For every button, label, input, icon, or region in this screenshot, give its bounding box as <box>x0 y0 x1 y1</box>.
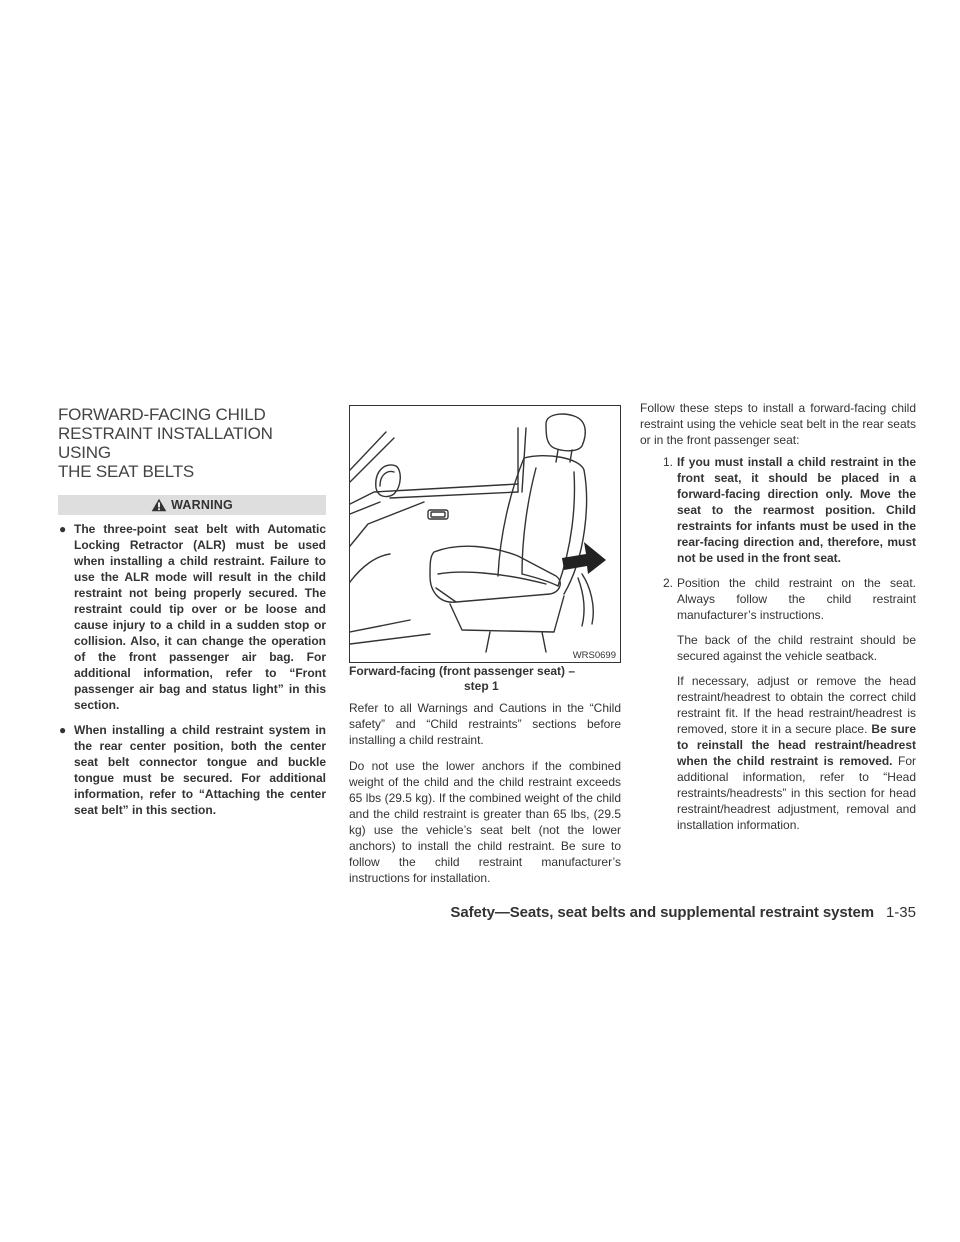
warning-item-text: When installing a child restraint system in the rear center position, both the center seat belt connector tongue and buckle tongue must be secured. For additional information, refer to “Attaching the center seat belt” in this section. <box>74 723 326 817</box>
section-title <box>58 405 326 481</box>
left-column <box>58 405 326 818</box>
step-text: Position the child restraint on the seat. Always follow the child restraint manufacturer’s instructions. <box>677 576 916 622</box>
seat-illustration <box>349 405 621 663</box>
step-number: 2. <box>662 576 673 590</box>
body-paragraph: Do not use the lower anchors if the combined weight of the child and the child restraint exceeds 65 lbs (29.5 kg). If the combined weight of the child and the child restraint is greater than 65 lbs, (29.5 kg) use the vehicle’s seat belt (not the lower anchors) to install the child restraint. Be sure to follow the child restraint manufacturer’s instructions for installation. <box>349 759 621 885</box>
section-title-line-2: RESTRAINT INSTALLATION USING <box>58 424 273 462</box>
step-sub-text: For additional information, refer to “Head restraints/headrests” in this section for head restraint/headrest adjustment, removal and installation information. <box>677 754 916 832</box>
body-paragraph: Refer to all Warnings and Cautions in the “Child safety” and “Child restraints” sections before installing a child restraint. <box>349 701 621 747</box>
right-column <box>640 401 916 833</box>
warning-label: WARNING <box>171 498 233 512</box>
step-number: 1. <box>662 455 673 469</box>
step-sub-paragraph: The back of the child restraint should be secured against the vehicle seatback. <box>677 633 916 663</box>
step-item <box>640 575 916 623</box>
warning-item-text: The three-point seat belt with Automatic Locking Retractor (ALR) must be used when installing a child restraint. Failure to use the ALR mode will result in the child restraint not being properly secured. The restraint could tip over or be loose and cause injury to a child in a sudden stop or collision. Also, it can change the operation of the front passenger air bag. For additional information, refer to “Front passenger air bag and status light” in this section. <box>74 522 326 712</box>
step-sub-emphasis: Be sure to reinstall the head restraint/headrest when the child restraint is removed. <box>677 722 916 768</box>
bullet-icon: ● <box>59 723 67 737</box>
page-number: 1-35 <box>885 904 916 921</box>
middle-column <box>349 405 621 886</box>
section-title-line-3: THE SEAT BELTS <box>58 462 195 481</box>
figure-code: WRS0699 <box>572 650 616 661</box>
step-item <box>640 454 916 566</box>
warning-triangle-icon <box>151 498 167 512</box>
warning-item <box>58 521 326 713</box>
warning-box <box>58 495 326 818</box>
bullet-icon: ● <box>59 522 67 536</box>
warning-item <box>58 722 326 818</box>
figure-caption-line-1: Forward-facing (front passenger seat) – <box>349 664 576 678</box>
footer-section-title: Safety—Seats, seat belts and supplemental restraint system <box>450 904 874 921</box>
step-sub-paragraph <box>677 673 916 833</box>
page-footer <box>450 904 916 921</box>
step-text: If you must install a child restraint in the front seat, it should be placed in a forward-facing direction only. Move the seat to the rearmost position. Child restraints for infants must be used in the rear-facing direction and, therefore, must not be used in the front seat. <box>677 455 916 565</box>
warning-header <box>58 495 326 515</box>
figure-caption <box>349 664 621 694</box>
section-title-line-1: FORWARD-FACING CHILD <box>58 405 266 424</box>
figure-caption-line-2: step 1 <box>464 679 499 693</box>
step-sub-text: If necessary, adjust or remove the head restraint/headrest to obtain the correct child restraint fit. If the head restraint/headrest is removed, store it in a secure place. <box>677 674 916 736</box>
forward-facing-seat-illustration <box>350 406 620 662</box>
intro-paragraph: Follow these steps to install a forward-facing child restraint using the vehicle seat belt in the rear seats or in the front passenger seat: <box>640 401 916 447</box>
